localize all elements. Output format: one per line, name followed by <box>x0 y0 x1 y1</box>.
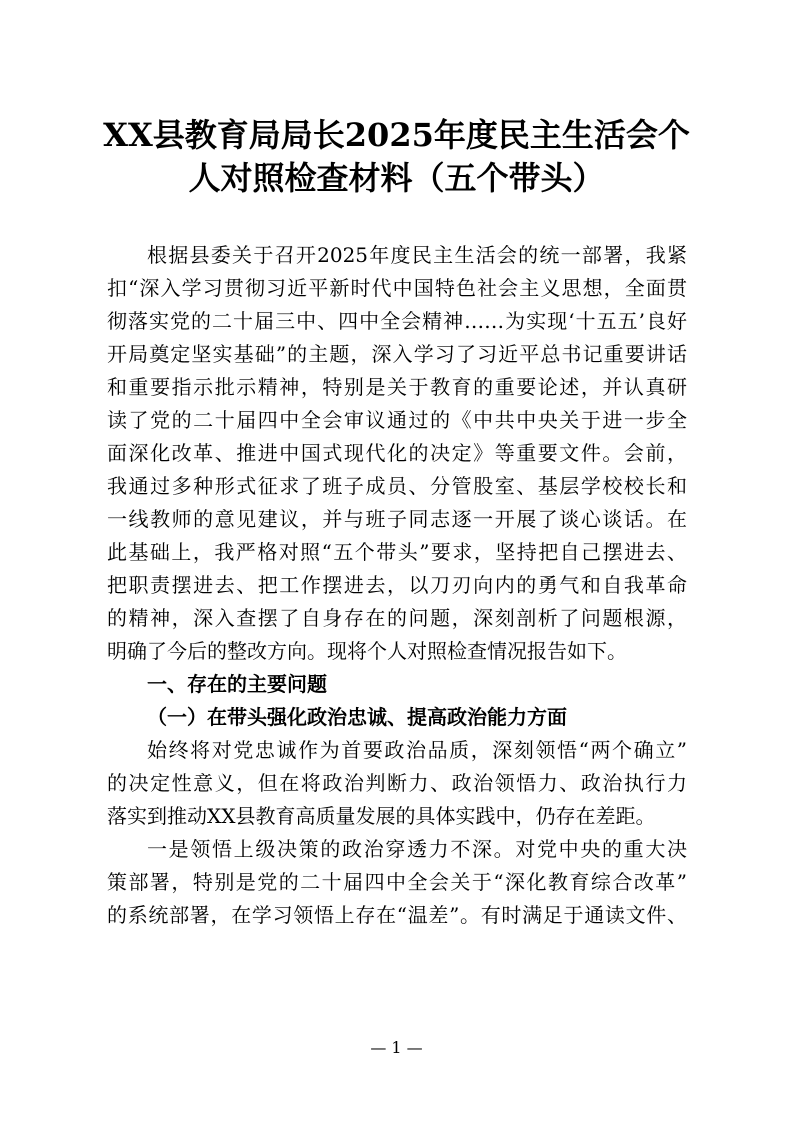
intro-line: 的精神，深入查摆了自身存在的问题，深刻剖析了问题根源， <box>107 606 687 630</box>
intro-line: 开局奠定坚实基础”的主题，深入学习了习近平总书记重要讲话 <box>107 342 687 366</box>
intro-line: 明确了今后的整改方向。现将个人对照检查情况报告如下。 <box>107 639 627 663</box>
paragraph-line: 落实到推动XX县教育高质量发展的具体实践中，仍存在差距。 <box>107 804 656 828</box>
intro-line: 此基础上，我严格对照“五个带头”要求，坚持把自己摆进去、 <box>107 540 687 564</box>
paragraph-line: 的决定性意义，但在将政治判断力、政治领悟力、政治执行力 <box>107 771 687 795</box>
intro-line: 和重要指示批示精神，特别是关于教育的重要论述，并认真研 <box>107 375 687 399</box>
paragraph-line: 的系统部署，在学习领悟上存在“温差”。有时满足于通读文件、 <box>107 903 687 927</box>
intro-line: 彻落实党的二十届三中、四中全会精神……为实现‘十五五’良好 <box>107 309 687 333</box>
page-number: — 1 — <box>370 1038 423 1057</box>
intro-line: 我通过多种形式征求了班子成员、分管股室、基层学校校长和 <box>107 474 687 498</box>
intro-line: 扣“深入学习贯彻习近平新时代中国特色社会主义思想，全面贯 <box>107 276 687 300</box>
intro-line: 一线教师的意见建议，并与班子同志逐一开展了谈心谈话。在 <box>107 507 687 531</box>
document-title-line-1: XX县教育局局长2025年度民主生活会个 <box>103 116 690 154</box>
intro-line: 面深化改革、推进中国式现代化的决定》等重要文件。会前， <box>107 441 687 465</box>
document-title-line-2: 人对照检查材料（五个带头） <box>188 159 605 197</box>
paragraph-line: 始终将对党忠诚作为首要政治品质，深刻领悟“两个确立” <box>147 738 687 762</box>
subsection-heading: （一）在带头强化政治忠诚、提高政治能力方面 <box>147 705 567 729</box>
paragraph-line: 一是领悟上级决策的政治穿透力不深。对党中央的重大决 <box>147 837 687 861</box>
intro-line: 根据县委关于召开2025年度民主生活会的统一部署，我紧 <box>147 243 687 267</box>
intro-line: 读了党的二十届四中全会审议通过的《中共中央关于进一步全 <box>107 408 687 432</box>
intro-line: 把职责摆进去、把工作摆进去，以刀刃向内的勇气和自我革命 <box>107 573 687 597</box>
section-heading: 一、存在的主要问题 <box>147 672 327 696</box>
paragraph-line: 策部署，特别是党的二十届四中全会关于“深化教育综合改革” <box>107 870 687 894</box>
